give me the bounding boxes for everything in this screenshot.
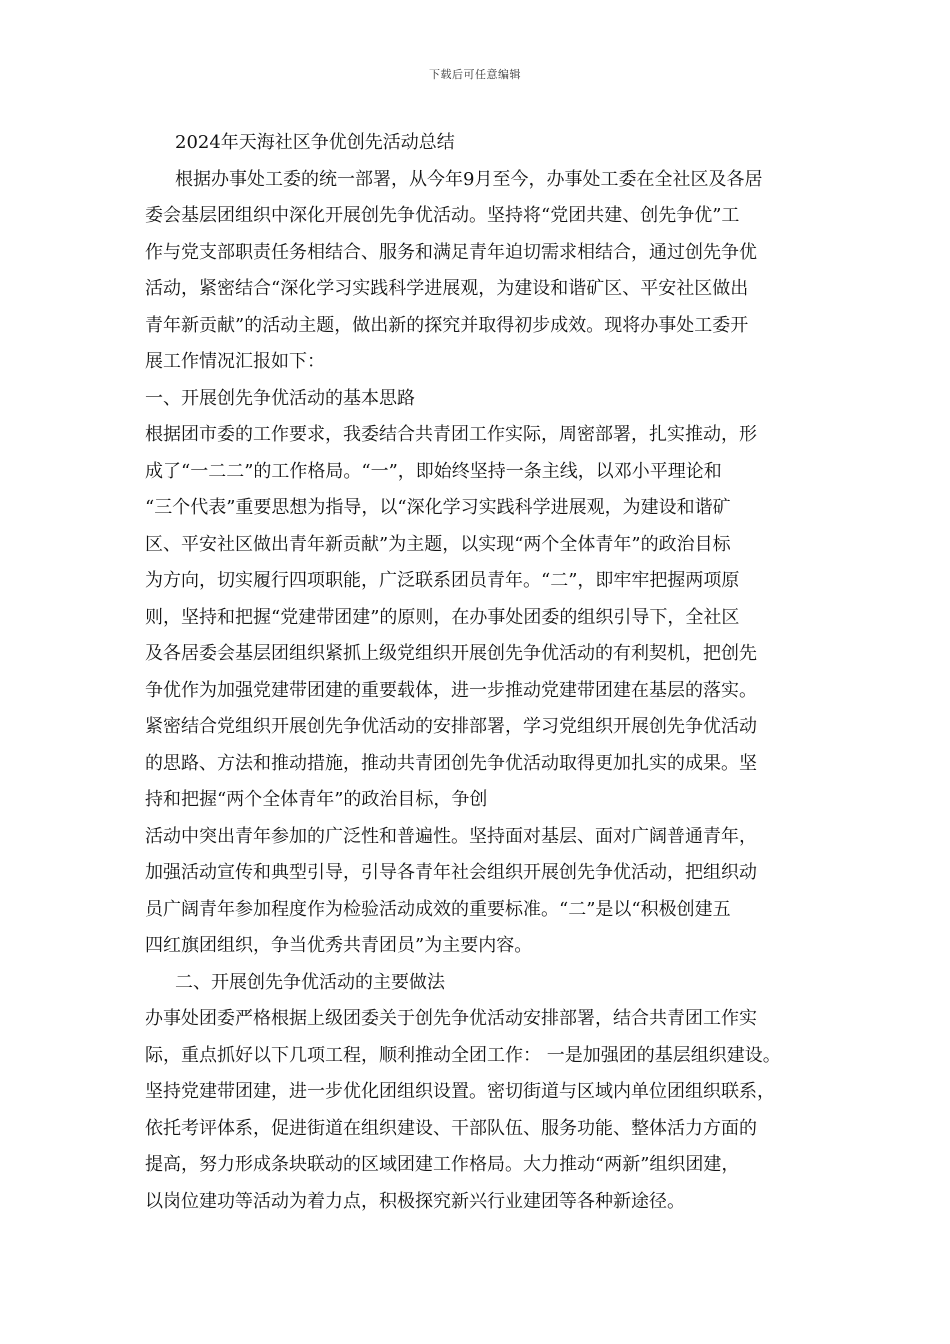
section-1-line: 争优作为加强党建带团建的重要载体，进一步推动党建带团建在基层的落实。	[145, 679, 757, 701]
section-1-line: 员广阔青年参加程度作为检验活动成效的重要标准。“二”是以“积极创建五	[145, 898, 731, 920]
section-1-line: 根据团市委的工作要求，我委结合共青团工作实际，周密部署，扎实推动，形	[145, 424, 757, 445]
section-2-line: 以岗位建功等活动为着力点，积极探究新兴行业建团等各种新途径。	[145, 1190, 685, 1212]
intro-line: 根据办事处工委的统一部署，从今年9月至今，办事处工委在全社区及各居	[175, 168, 763, 190]
section-1-line: 及各居委会基层团组织紧抓上级党组织开展创先争优活动的有利契机，把创先	[145, 643, 757, 664]
section-2-heading: 二、开展创先争优活动的主要做法	[175, 971, 445, 993]
section-1-paragraph	[145, 417, 810, 965]
section-1-line: 活动中突出青年参加的广泛性和普遍性。坚持面对基层、面对广阔普通青年，	[145, 825, 757, 847]
section-1-line: 区、平安社区做出青年新贡献”为主题，以实现“两个全体青年”的政治目标	[145, 533, 731, 555]
section-1-line: 紧密结合党组织开展创先争优活动的安排部署，学习党组织开展创先争优活动	[145, 716, 757, 737]
section-1-line: 持和把握“两个全体青年”的政治目标，争创	[145, 789, 488, 810]
page-header: 下载后可任意编辑	[429, 68, 521, 81]
section-1-line: 四红旗团组织，争当优秀共青团员”为主要内容。	[145, 935, 533, 956]
document-body	[145, 125, 810, 1220]
section-1-line: 的思路、方法和推动措施，推动共青团创先争优活动取得更加扎实的成果。坚	[145, 752, 757, 774]
intro-line: 青年新贡献”的活动主题，做出新的探究并取得初步成效。现将办事处工委开	[145, 314, 749, 336]
section-1-line: 为方向，切实履行四项职能，广泛联系团员青年。“二”，即牢牢把握两项原	[145, 570, 740, 591]
intro-line: 展工作情况汇报如下：	[145, 351, 325, 372]
intro-line: 活动，紧密结合“深化学习实践科学进展观，为建设和谐矿区、平安社区做出	[145, 278, 749, 299]
section-1-heading: 一、开展创先争优活动的基本思路	[145, 387, 415, 409]
intro-line: 委会基层团组织中深化开展创先争优活动。坚持将“党团共建、创先争优”工	[145, 205, 740, 226]
section-1-line: 成了“一二二”的工作格局。“一”，即始终坚持一条主线，以邓小平理论和	[145, 460, 722, 482]
section-1-line: 则，坚持和把握“党建带团建”的原则，在办事处团委的组织引导下，全社区	[145, 606, 740, 628]
section-1-line: 加强活动宣传和典型引导，引导各青年社会组织开展创先争优活动，把组织动	[145, 862, 757, 883]
section-2-paragraph	[145, 1001, 810, 1220]
section-2-line: 依托考评体系，促进街道在组织建设、干部队伍、服务功能、整体活力方面的	[145, 1117, 757, 1139]
section-2-line: 际，重点抓好以下几项工程，顺利推动全团工作： 一是加强团的基层组织建设。	[145, 1044, 781, 1066]
section-2-line: 坚持党建带团建，进一步优化团组织设置。密切街道与区域内单位团组织联系，	[145, 1081, 775, 1102]
section-1-line: “三个代表”重要思想为指导，以“深化学习实践科学进展观，为建设和谐矿	[145, 497, 731, 518]
intro-paragraph	[145, 162, 810, 381]
intro-line: 作与党支部职责任务相结合、服务和满足青年迫切需求相结合，通过创先争优	[145, 241, 757, 263]
document-title: 2024年天海社区争优创先活动总结	[175, 132, 455, 153]
section-2-line: 提高，努力形成条块联动的区域团建工作格局。大力推动“两新”组织团建，	[145, 1154, 740, 1175]
section-2-line: 办事处团委严格根据上级团委关于创先争优活动安排部署，结合共青团工作实	[145, 1008, 757, 1029]
